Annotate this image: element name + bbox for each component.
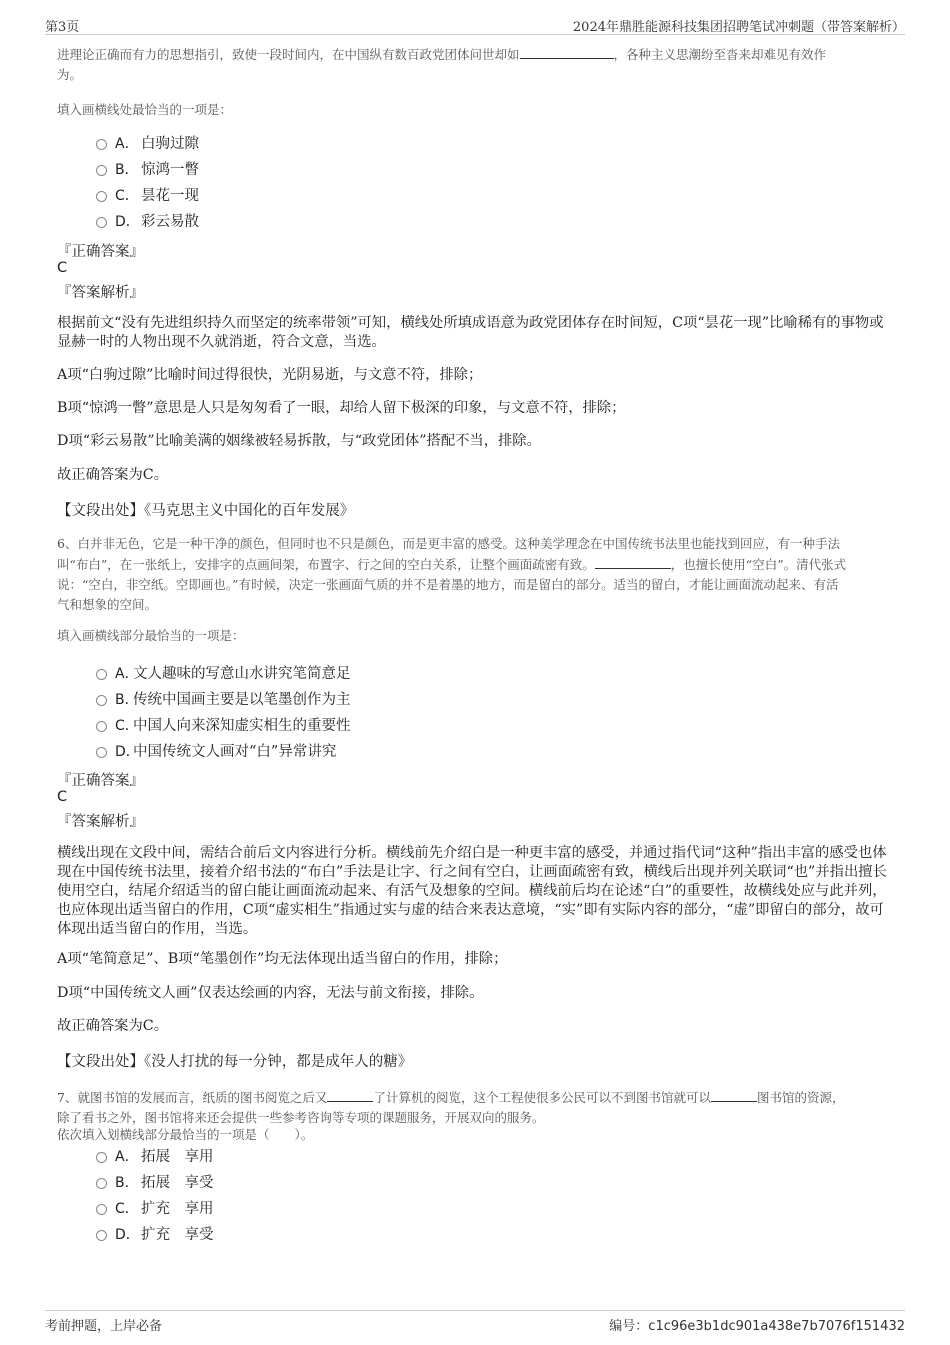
q5-prompt: 填入画横线处最恰当的一项是：: [57, 102, 233, 117]
q5-stem: [57, 44, 897, 85]
q6-analysis-label: 『答案解析』: [57, 814, 144, 830]
radio-icon[interactable]: [96, 1178, 107, 1189]
q5-analysis-p2: A项“白驹过隙”比喻时间过得很快，光阴易逝，与文意不符，排除；: [57, 367, 483, 383]
radio-icon[interactable]: [96, 217, 107, 228]
radio-icon[interactable]: [96, 669, 107, 680]
q6-answer-label: 『正确答案』: [57, 773, 144, 789]
q7-option-c[interactable]: C． 扩充 享用: [96, 1198, 214, 1220]
q5-stem-line2: 为。: [57, 67, 83, 82]
radio-icon[interactable]: [96, 191, 107, 202]
q5-analysis-p4: D项“彩云易散”比喻美满的姻缘被轻易拆散，与“政党团体”搭配不当，排除。: [57, 433, 541, 449]
page-number: 第3页: [45, 20, 80, 35]
q5-source: 【文段出处】《马克思主义中国化的百年发展》: [57, 503, 355, 519]
q5-option-c[interactable]: C． 昙花一现: [96, 185, 199, 207]
radio-icon[interactable]: [96, 1152, 107, 1163]
radio-icon[interactable]: [96, 721, 107, 732]
q7-option-b[interactable]: B． 拓展 享受: [96, 1172, 214, 1194]
q6-analysis-p4: 故正确答案为C。: [57, 1018, 169, 1034]
radio-icon[interactable]: [96, 1230, 107, 1241]
q5-stem-part1: 进理论正确而有力的思想指引，致使一段时间内，在中国纵有数百政党团体问世却如: [57, 47, 520, 62]
radio-icon[interactable]: [96, 139, 107, 150]
radio-icon[interactable]: [96, 1204, 107, 1215]
q5-answer: C: [57, 260, 68, 276]
q5-answer-label: 『正确答案』: [57, 244, 144, 260]
footer-code: [609, 1315, 905, 1334]
q6-analysis-p2: A项“笔简意足”、B项“笔墨创作”均无法体现出适当留白的作用，排除；: [57, 951, 508, 967]
q6-analysis-p1: 横线出现在文段中间，需结合前后文内容进行分析。横线前先介绍白是一种更丰富的感受，并通过指代词“这种”指出丰富的感受也体现在中国传统书法里，接着介绍书法的“布白”手法是让字、行之间有空白，让画面疏密有致，横线后出现并列关联词“也”并指出擅长使用空白，结尾介绍适当的留白能让画面流动起来、有活气及想象的空间。横线前后均在论述“白”的重要性，故横线处应与此并列，也应体现出适当留白的作用，C项“虚实相生”指通过实与虚的结合来表达意境，“实”即有实际内容的部分，“虚”即留白的部分，故可体现出适当留白的作用，当选。: [57, 845, 887, 937]
q7-option-a[interactable]: A． 拓展 享用: [96, 1146, 214, 1168]
page-footer: [45, 1310, 905, 1334]
q7-blank-2: [711, 1087, 757, 1102]
q6-answer: C: [57, 789, 68, 805]
q6-option-d[interactable]: D．中国传统文人画对“白”异常讲究: [96, 741, 336, 763]
page-header: [45, 14, 905, 35]
radio-icon[interactable]: [96, 695, 107, 706]
document-title: 2024年鼎胜能源科技集团招聘笔试冲刺题（带答案解析）: [572, 20, 905, 35]
footer-code-label: 编号：: [609, 1319, 649, 1334]
q5-analysis-p5: 故正确答案为C。: [57, 467, 169, 483]
q7-option-d[interactable]: D．扩充 享受: [96, 1224, 214, 1246]
q6-option-c[interactable]: C．中国人向来深知虚实相生的重要性: [96, 715, 351, 737]
q5-option-a[interactable]: A． 白驹过隙: [96, 133, 199, 155]
q6-source: 【文段出处】《没人打扰的每一分钟，都是成年人的糖》: [57, 1054, 413, 1070]
footer-slogan: 考前押题，上岸必备: [45, 1319, 163, 1334]
q5-option-d[interactable]: D．彩云易散: [96, 211, 199, 233]
q6-analysis-p3: D项“中国传统文人画”仅表达绘画的内容，无法与前文衔接，排除。: [57, 985, 484, 1001]
q6-stem: 6、白并非无色，它是一种干净的颜色，但同时也不只是颜色，而是更丰富的感受。这种美学理念在中国传统书法里也能找到回应，有一种手法 叫“布白”，在一张纸上，安排字的点画间架，布置字、行之间的空白关系，让整个画面疏密有致。 ，也擅长使用“空白”。清代张式 说：“空白，非空纸。空即画也。”有时候，决定一张画面气质的并不是着墨的地方，而是留白的部分。适当的留白，才能让画面流动起来、有活 气和想象的空间。: [57, 536, 847, 612]
q5-analysis-p3: B项“惊鸿一瞥”意思是人只是匆匆看了一眼，却给人留下极深的印象，与文意不符，排除；: [57, 400, 626, 416]
q7-prompt: 依次填入划横线部分最恰当的一项是（ ）。: [57, 1127, 314, 1142]
q5-stem-part2: ，各种主义思潮纷至沓来却难见有效作: [613, 47, 827, 62]
q6-prompt: 填入画横线部分最恰当的一项是：: [57, 628, 245, 643]
footer-code-value: c1c96e3b1dc901a438e7b7076f151432: [648, 1319, 905, 1334]
q6-option-b[interactable]: B．传统中国画主要是以笔墨创作为主: [96, 689, 351, 711]
q7-stem: 7、就图书馆的发展而言，纸质的图书阅览之后又 了计算机的阅览，这个工程使很多公民可以不到图书馆就可以 图书馆的资源， 除了看书之外，图书馆将来还会提供一些参考咨询等专项的课题服务，开展双向的服务。: [57, 1087, 902, 1128]
q5-option-b[interactable]: B． 惊鸿一瞥: [96, 159, 199, 181]
q5-analysis-label: 『答案解析』: [57, 285, 144, 301]
radio-icon[interactable]: [96, 747, 107, 758]
radio-icon[interactable]: [96, 165, 107, 176]
q6-blank: [595, 554, 671, 569]
q5-analysis-p1: 根据前文“没有先进组织持久而坚定的统率带领”可知，横线处所填成语意为政党团体存在时间短，C项“昙花一现”比喻稀有的事物或显赫一时的人物出现不久就消逝，符合文意，当选。: [57, 315, 884, 350]
q6-option-a[interactable]: A．文人趣味的写意山水讲究笔简意足: [96, 663, 351, 685]
q5-blank: [520, 44, 614, 59]
q7-blank-1: [327, 1087, 373, 1102]
